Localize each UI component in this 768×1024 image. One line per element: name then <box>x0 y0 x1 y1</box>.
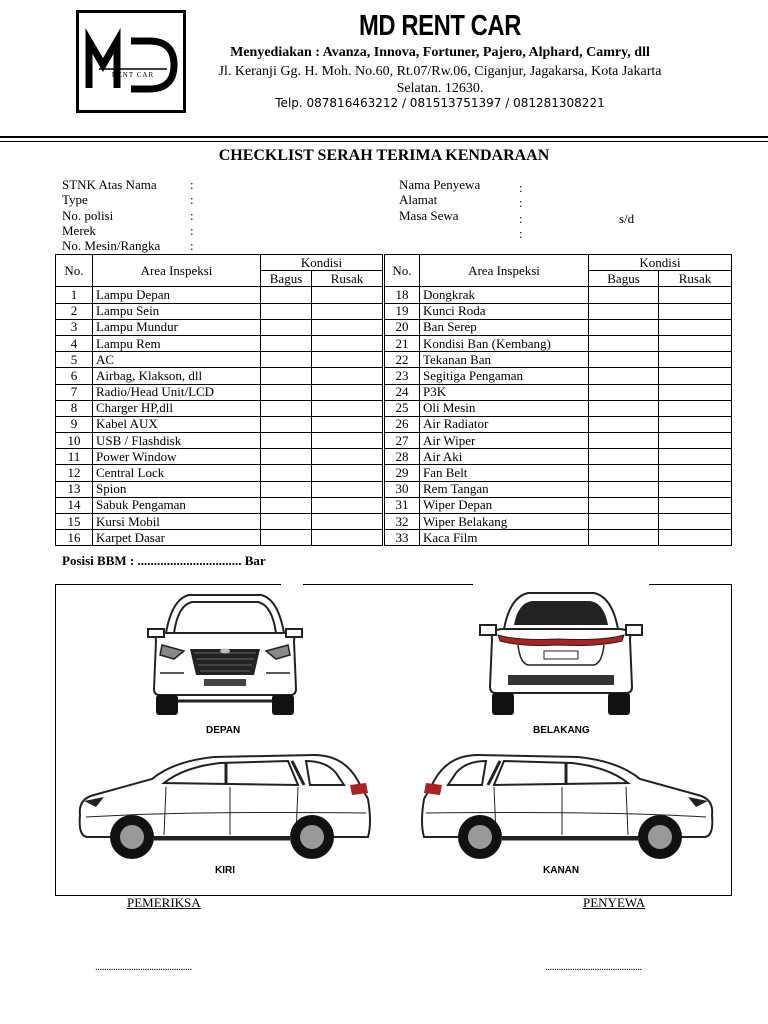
field-colon: : <box>190 207 194 223</box>
condition-damaged-cell[interactable] <box>659 449 732 465</box>
inspection-area: Oli Mesin <box>420 400 589 416</box>
field-label: STNK Atas Nama <box>62 177 157 192</box>
car-front-view-icon <box>144 589 306 721</box>
inspection-table-right <box>384 254 732 546</box>
condition-good-cell[interactable] <box>589 303 659 319</box>
inspection-area: Air Radiator <box>420 416 589 432</box>
col-rusak-header: Rusak <box>659 271 732 287</box>
table-row <box>385 287 732 303</box>
condition-good-cell[interactable] <box>589 384 659 400</box>
row-number: 1 <box>56 287 93 303</box>
condition-damaged-cell[interactable] <box>659 433 732 449</box>
condition-good-cell[interactable] <box>589 449 659 465</box>
inspection-area: Kunci Roda <box>420 303 589 319</box>
row-number: 7 <box>56 384 93 400</box>
condition-damaged-cell[interactable] <box>659 384 732 400</box>
col-kondisi-header: Kondisi <box>589 255 732 271</box>
car-rear-view-icon <box>478 589 644 721</box>
inspection-area: Lampu Mundur <box>93 319 261 335</box>
table-row <box>56 352 383 368</box>
document-title: CHECKLIST SERAH TERIMA KENDARAAN <box>218 147 550 164</box>
inspection-area: Sabuk Pengaman <box>93 497 261 513</box>
field-label: Type <box>62 192 88 208</box>
col-area-header: Area Inspeksi <box>420 255 589 287</box>
row-number: 19 <box>385 303 420 319</box>
row-number: 2 <box>56 303 93 319</box>
field-label: Nama Penyewa <box>399 177 481 192</box>
renter-signature-line: ........................................... <box>545 961 642 973</box>
car-damage-diagram <box>55 584 732 896</box>
condition-damaged-cell[interactable] <box>659 335 732 351</box>
table-row <box>56 481 383 497</box>
field-label: Masa Sewa <box>399 207 459 223</box>
info-row <box>62 208 194 223</box>
diagram-border-gap <box>281 582 303 586</box>
row-number: 16 <box>56 530 93 546</box>
table-row <box>56 287 383 303</box>
table-row <box>385 416 732 432</box>
header-divider-thin <box>0 141 768 142</box>
condition-damaged-cell[interactable] <box>312 319 383 335</box>
row-number: 24 <box>385 384 420 400</box>
field-colon: : <box>519 210 523 226</box>
row-number: 27 <box>385 433 420 449</box>
inspection-area: Lampu Depan <box>93 287 261 303</box>
condition-damaged-cell[interactable] <box>312 497 383 513</box>
condition-good-cell[interactable] <box>261 416 312 432</box>
table-row <box>56 449 383 465</box>
inspection-area: Airbag, Klakson, dll <box>93 368 261 384</box>
col-kondisi-header: Kondisi <box>261 255 383 271</box>
condition-good-cell[interactable] <box>261 449 312 465</box>
renter-info-colons <box>519 180 523 241</box>
condition-good-cell[interactable] <box>589 530 659 546</box>
table-row <box>56 497 383 513</box>
vehicle-info <box>62 177 194 253</box>
condition-good-cell[interactable] <box>261 303 312 319</box>
condition-damaged-cell[interactable] <box>312 384 383 400</box>
inspection-area: Ban Serep <box>420 319 589 335</box>
condition-good-cell[interactable] <box>589 352 659 368</box>
condition-good-cell[interactable] <box>589 287 659 303</box>
inspection-area: AC <box>93 352 261 368</box>
condition-good-cell[interactable] <box>261 287 312 303</box>
condition-good-cell[interactable] <box>261 319 312 335</box>
inspector-signature-label: PEMERIKSA <box>127 895 201 910</box>
condition-damaged-cell[interactable] <box>312 368 383 384</box>
label-right: KANAN <box>543 865 580 876</box>
condition-damaged-cell[interactable] <box>659 514 732 530</box>
table-row <box>56 335 383 351</box>
table-row <box>56 416 383 432</box>
row-number: 18 <box>385 287 420 303</box>
inspection-area: Wiper Depan <box>420 497 589 513</box>
row-number: 21 <box>385 335 420 351</box>
condition-damaged-cell[interactable] <box>312 530 383 546</box>
row-number: 25 <box>385 400 420 416</box>
condition-damaged-cell[interactable] <box>312 287 383 303</box>
table-row <box>385 433 732 449</box>
info-row <box>399 192 517 207</box>
label-left: KIRI <box>215 865 235 876</box>
table-row <box>56 303 383 319</box>
field-label: No. polisi <box>62 207 114 223</box>
table-row <box>385 335 732 351</box>
rental-period-separator: s/d <box>619 211 635 226</box>
condition-good-cell[interactable] <box>589 319 659 335</box>
col-no-header: No. <box>56 255 93 287</box>
field-colon: : <box>519 195 523 211</box>
condition-damaged-cell[interactable] <box>312 352 383 368</box>
table-row <box>385 352 732 368</box>
renter-info <box>399 177 517 223</box>
condition-damaged-cell[interactable] <box>312 481 383 497</box>
row-number: 22 <box>385 352 420 368</box>
condition-damaged-cell[interactable] <box>659 319 732 335</box>
table-row <box>385 368 732 384</box>
condition-damaged-cell[interactable] <box>659 303 732 319</box>
inspection-area: Power Window <box>93 449 261 465</box>
row-number: 14 <box>56 497 93 513</box>
table-row <box>56 514 383 530</box>
col-no-header: No. <box>385 255 420 287</box>
fuel-position: Posisi BBM : ................................ Bar <box>62 553 266 568</box>
table-row <box>385 449 732 465</box>
condition-good-cell[interactable] <box>261 530 312 546</box>
row-number: 15 <box>56 514 93 530</box>
condition-good-cell[interactable] <box>261 400 312 416</box>
company-logo <box>76 10 186 113</box>
table-row <box>385 497 732 513</box>
inspection-area: Kaca Film <box>420 530 589 546</box>
car-left-side-view-icon <box>74 753 374 865</box>
condition-good-cell[interactable] <box>261 352 312 368</box>
inspection-area: Kursi Mobil <box>93 514 261 530</box>
inspection-area: Central Lock <box>93 465 261 481</box>
car-right-side-view-icon <box>418 753 718 865</box>
inspection-area: Wiper Belakang <box>420 514 589 530</box>
info-row <box>62 223 194 238</box>
col-bagus-header: Bagus <box>261 271 312 287</box>
condition-good-cell[interactable] <box>589 416 659 432</box>
row-number: 29 <box>385 465 420 481</box>
row-number: 30 <box>385 481 420 497</box>
header-divider <box>0 136 768 138</box>
inspection-area: Kondisi Ban (Kembang) <box>420 335 589 351</box>
inspection-area: Segitiga Pengaman <box>420 368 589 384</box>
table-row <box>385 303 732 319</box>
condition-good-cell[interactable] <box>589 497 659 513</box>
condition-damaged-cell[interactable] <box>312 465 383 481</box>
condition-good-cell[interactable] <box>261 481 312 497</box>
row-number: 11 <box>56 449 93 465</box>
field-label: Alamat <box>399 192 438 208</box>
info-row <box>399 208 517 223</box>
table-row <box>56 384 383 400</box>
condition-good-cell[interactable] <box>261 384 312 400</box>
row-number: 13 <box>56 481 93 497</box>
condition-good-cell[interactable] <box>261 465 312 481</box>
company-name: MD RENT CAR <box>359 10 521 42</box>
row-number: 28 <box>385 449 420 465</box>
condition-damaged-cell[interactable] <box>659 287 732 303</box>
condition-damaged-cell[interactable] <box>312 400 383 416</box>
condition-good-cell[interactable] <box>589 335 659 351</box>
company-address: Jl. Keranji Gg. H. Moh. No.60, Rt.07/Rw.06, Ciganjur, Jagakarsa, Kota Jakarta Selatan. 12630. <box>218 64 662 96</box>
condition-damaged-cell[interactable] <box>312 514 383 530</box>
condition-damaged-cell[interactable] <box>659 416 732 432</box>
table-row <box>385 530 732 546</box>
condition-good-cell[interactable] <box>261 497 312 513</box>
row-number: 32 <box>385 514 420 530</box>
field-label: Merek <box>62 222 96 238</box>
row-number: 20 <box>385 319 420 335</box>
row-number: 5 <box>56 352 93 368</box>
field-colon: : <box>190 238 194 254</box>
condition-good-cell[interactable] <box>589 368 659 384</box>
table-row <box>385 384 732 400</box>
condition-damaged-cell[interactable] <box>312 303 383 319</box>
table-row <box>385 465 732 481</box>
field-colon: : <box>519 225 523 241</box>
inspection-area: Fan Belt <box>420 465 589 481</box>
row-number: 8 <box>56 400 93 416</box>
row-number: 31 <box>385 497 420 513</box>
inspection-area: Charger HP,dll <box>93 400 261 416</box>
inspection-table-left <box>55 254 383 546</box>
inspection-area: Air Aki <box>420 449 589 465</box>
table-row <box>56 400 383 416</box>
info-row <box>399 177 517 192</box>
row-number: 23 <box>385 368 420 384</box>
condition-damaged-cell[interactable] <box>659 352 732 368</box>
field-label: No. Mesin/Rangka <box>62 238 161 254</box>
condition-good-cell[interactable] <box>589 514 659 530</box>
condition-good-cell[interactable] <box>589 433 659 449</box>
col-bagus-header: Bagus <box>589 271 659 287</box>
diagram-border-gap <box>473 582 649 586</box>
table-row <box>56 319 383 335</box>
field-colon: : <box>519 180 523 195</box>
row-number: 33 <box>385 530 420 546</box>
row-number: 10 <box>56 433 93 449</box>
table-row <box>56 368 383 384</box>
condition-damaged-cell[interactable] <box>312 416 383 432</box>
inspection-area: Air Wiper <box>420 433 589 449</box>
condition-damaged-cell[interactable] <box>659 497 732 513</box>
label-front: DEPAN <box>206 725 241 736</box>
condition-damaged-cell[interactable] <box>659 481 732 497</box>
table-row <box>385 481 732 497</box>
inspection-area: Kabel AUX <box>93 416 261 432</box>
services-line: Menyediakan : Avanza, Innova, Fortuner, Pajero, Alphard, Camry, dll <box>230 45 650 60</box>
condition-good-cell[interactable] <box>261 514 312 530</box>
condition-good-cell[interactable] <box>261 368 312 384</box>
renter-signature-label: PENYEWA <box>583 895 646 910</box>
condition-damaged-cell[interactable] <box>312 433 383 449</box>
inspection-area: Lampu Sein <box>93 303 261 319</box>
md-logo-icon <box>79 13 183 110</box>
table-row <box>56 530 383 546</box>
condition-good-cell[interactable] <box>261 335 312 351</box>
inspection-area: Dongkrak <box>420 287 589 303</box>
info-row <box>62 238 194 253</box>
row-number: 4 <box>56 335 93 351</box>
condition-good-cell[interactable] <box>589 465 659 481</box>
logo-subtext: RENT CAR <box>111 71 155 79</box>
table-row <box>385 400 732 416</box>
condition-damaged-cell[interactable] <box>659 368 732 384</box>
inspection-area: Lampu Rem <box>93 335 261 351</box>
company-phone: Telp. 087816463212 / 081513751397 / 081281308221 <box>275 96 605 110</box>
condition-damaged-cell[interactable] <box>659 400 732 416</box>
label-rear: BELAKANG <box>533 725 590 736</box>
condition-good-cell[interactable] <box>589 481 659 497</box>
condition-damaged-cell[interactable] <box>312 449 383 465</box>
inspection-area: Radio/Head Unit/LCD <box>93 384 261 400</box>
col-rusak-header: Rusak <box>312 271 383 287</box>
field-colon: : <box>190 222 194 238</box>
table-row <box>385 514 732 530</box>
inspection-area: Tekanan Ban <box>420 352 589 368</box>
row-number: 9 <box>56 416 93 432</box>
inspection-area: USB / Flashdisk <box>93 433 261 449</box>
condition-damaged-cell[interactable] <box>659 530 732 546</box>
inspection-area: P3K <box>420 384 589 400</box>
condition-good-cell[interactable] <box>589 400 659 416</box>
inspection-area: Rem Tangan <box>420 481 589 497</box>
row-number: 3 <box>56 319 93 335</box>
condition-damaged-cell[interactable] <box>312 335 383 351</box>
field-colon: : <box>190 192 194 208</box>
info-row <box>62 192 194 207</box>
row-number: 6 <box>56 368 93 384</box>
table-row <box>385 319 732 335</box>
condition-damaged-cell[interactable] <box>659 465 732 481</box>
table-row <box>56 433 383 449</box>
inspection-area: Spion <box>93 481 261 497</box>
inspection-area: Karpet Dasar <box>93 530 261 546</box>
field-colon: : <box>190 177 194 192</box>
col-area-header: Area Inspeksi <box>93 255 261 287</box>
row-number: 12 <box>56 465 93 481</box>
inspector-signature-line: ........................................... <box>95 961 192 973</box>
condition-good-cell[interactable] <box>261 433 312 449</box>
row-number: 26 <box>385 416 420 432</box>
table-row <box>56 465 383 481</box>
info-row <box>62 177 194 192</box>
